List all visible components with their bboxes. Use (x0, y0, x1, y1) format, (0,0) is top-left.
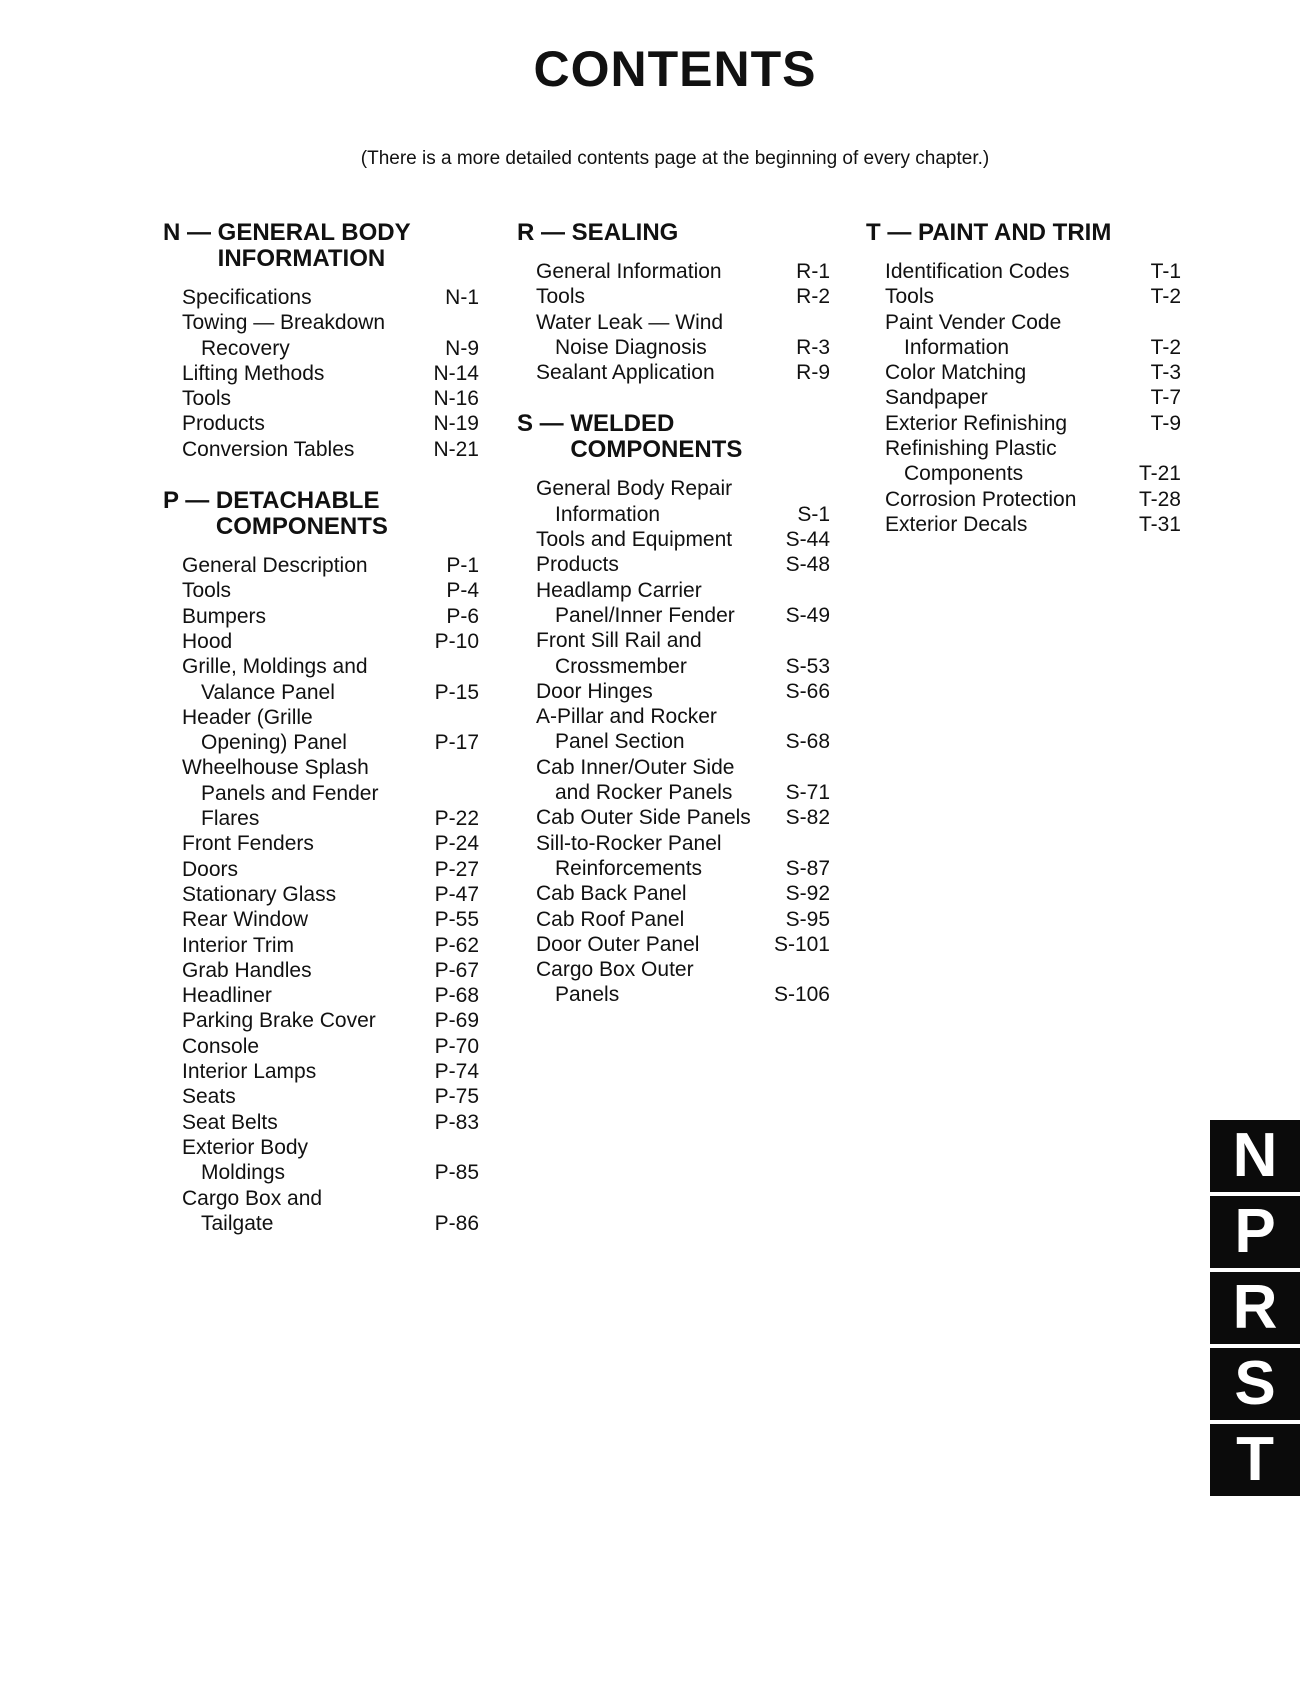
contents-entry (536, 628, 830, 679)
contents-section (866, 220, 1181, 537)
section-entries (182, 285, 479, 462)
entry-title (885, 411, 1067, 436)
entry-page-number: P-6 (446, 604, 479, 628)
entry-title (182, 578, 231, 603)
contents-entry (885, 436, 1181, 487)
section-heading-line: DETACHABLE (215, 487, 380, 515)
contents-entry (182, 361, 479, 386)
section-heading-line: WELDED (570, 410, 675, 438)
entry-title (536, 957, 694, 1008)
entry-title-line: Cab Back Panel (536, 882, 687, 906)
contents-entry (536, 907, 830, 932)
entry-title-line: Door Outer Panel (536, 932, 700, 956)
contents-entry (182, 1135, 479, 1186)
entry-title-line: Tailgate (201, 1211, 274, 1235)
entry-title (182, 755, 378, 831)
entry-title-line: Header (Grille (182, 705, 313, 729)
entry-page-number: P-17 (434, 731, 479, 755)
contents-entry (182, 285, 479, 310)
entry-title (182, 654, 368, 705)
entry-title-line: Components (904, 462, 1024, 486)
entry-title (536, 704, 717, 755)
entry-title-line: Lifting Methods (182, 361, 325, 385)
contents-entry (536, 932, 830, 957)
entry-title-line: Panel Section (555, 730, 685, 754)
entry-title-line: Panels and Fender (201, 781, 379, 805)
entry-title-line: Exterior Body (182, 1135, 309, 1159)
entry-page-number: P-47 (434, 882, 479, 906)
entry-title-line: Information (555, 502, 661, 526)
contents-entry (182, 958, 479, 983)
entry-title-line: Sealant Application (536, 361, 715, 385)
entry-title (182, 604, 266, 629)
entry-title-line: Recovery (201, 336, 290, 360)
entry-title (885, 487, 1076, 512)
section-heading (163, 220, 479, 272)
entry-title-line: Tools and Equipment (536, 528, 733, 552)
entry-page-number: P-15 (434, 680, 479, 704)
entry-title-line: Flares (201, 807, 260, 831)
section-heading (517, 220, 830, 246)
entry-title-line: Information (904, 335, 1010, 359)
entry-title (536, 805, 751, 830)
page-subtitle: (There is a more detailed contents page at the beginning of every chapter.) (360, 148, 990, 169)
section-heading-line: COMPONENTS (215, 513, 388, 541)
entry-title-line: Cargo Box and (182, 1186, 323, 1210)
contents-entry (885, 487, 1181, 512)
entry-page-number: T-21 (1138, 462, 1181, 486)
section-heading (163, 488, 479, 540)
entry-page-number: S-87 (785, 856, 830, 880)
entry-title (182, 705, 347, 756)
entry-title (182, 310, 385, 361)
entry-title (536, 679, 653, 704)
chapter-tab: R (1210, 1272, 1300, 1344)
contents-entry (885, 411, 1181, 436)
entry-title (182, 361, 324, 386)
section-heading-text (572, 220, 679, 246)
entry-page-number: N-21 (433, 437, 479, 461)
contents-entry (536, 831, 830, 882)
entry-title-line: Headlamp Carrier (536, 578, 702, 602)
entry-title-line: Panels (555, 983, 620, 1007)
contents-entry (182, 437, 479, 462)
entry-title (536, 881, 687, 906)
entry-title-line: Opening) Panel (201, 731, 347, 755)
contents-entry (536, 704, 830, 755)
contents-entry (182, 1059, 479, 1084)
entry-page-number: T-1 (1150, 260, 1181, 283)
entry-page-number: P-10 (434, 629, 479, 653)
section-heading-line: SEALING (571, 219, 679, 246)
entry-title (182, 907, 308, 932)
entry-page-number: P-70 (434, 1034, 479, 1058)
entry-title (182, 1059, 316, 1084)
entry-title (182, 983, 272, 1008)
entry-page-number: T-7 (1150, 386, 1181, 410)
entry-title-line: Tools (182, 387, 232, 411)
entry-title (182, 629, 232, 654)
contents-entry (536, 360, 830, 385)
entry-title (182, 882, 336, 907)
entry-page-number: P-24 (434, 832, 479, 856)
contents-entry (182, 1186, 479, 1237)
entry-title (182, 1008, 376, 1033)
contents-entry (536, 881, 830, 906)
entry-title-line: Tools (536, 285, 586, 309)
contents-entry (536, 527, 830, 552)
contents-entry (182, 705, 479, 756)
contents-entry (536, 679, 830, 704)
section-entries (536, 259, 830, 385)
entry-title (182, 857, 238, 882)
entry-title (536, 310, 723, 361)
entry-page-number: P-1 (446, 554, 479, 578)
entry-page-number: N-1 (445, 286, 479, 309)
entry-page-number: S-44 (785, 528, 830, 552)
contents-entry (536, 957, 830, 1008)
entry-title (182, 553, 368, 578)
entry-title-line: Cab Inner/Outer Side (536, 755, 735, 779)
entry-title (182, 1135, 308, 1186)
entry-title (536, 476, 732, 527)
entry-page-number: P-74 (434, 1060, 479, 1084)
entry-title-line: Identification Codes (885, 260, 1070, 283)
entry-title-line: Cab Outer Side Panels (536, 806, 751, 830)
entry-page-number: R-2 (796, 285, 830, 309)
contents-entry (182, 310, 479, 361)
entry-title-line: Headliner (182, 984, 272, 1008)
contents-section (517, 220, 830, 385)
entry-title (182, 1034, 259, 1059)
contents-entry (536, 259, 830, 284)
entry-page-number: P-27 (434, 857, 479, 881)
entry-title-line: Front Sill Rail and (536, 629, 702, 653)
entry-page-number: P-4 (446, 579, 479, 603)
entry-page-number: S-68 (785, 730, 830, 754)
entry-title (536, 932, 699, 957)
chapter-tab: P (1210, 1196, 1300, 1268)
entry-title-line: Specifications (182, 286, 312, 309)
section-letter: R — (517, 219, 572, 246)
entry-page-number: P-55 (434, 908, 479, 932)
contents-entry (182, 553, 479, 578)
section-heading-text (216, 488, 388, 540)
entry-page-number: R-1 (796, 260, 830, 283)
entry-title (885, 436, 1057, 487)
entry-title-line: Rear Window (182, 908, 309, 932)
entry-page-number: R-3 (796, 335, 830, 359)
entry-title (536, 552, 619, 577)
entry-title-line: Grille, Moldings and (182, 655, 368, 679)
contents-entry (182, 604, 479, 629)
entry-page-number: P-86 (434, 1211, 479, 1235)
section-heading-text (918, 220, 1111, 246)
section-entries (536, 476, 830, 1007)
entry-page-number: S-95 (785, 907, 830, 931)
entry-title-line: General Body Repair (536, 477, 733, 501)
entry-page-number: P-22 (434, 807, 479, 831)
entry-title-line: Seat Belts (182, 1110, 278, 1134)
contents-entry (536, 578, 830, 629)
section-heading-line: GENERAL BODY (217, 219, 411, 246)
contents-entry (182, 933, 479, 958)
entry-title-line: Exterior Decals (885, 512, 1028, 536)
contents-entry (182, 1110, 479, 1135)
entry-page-number: N-9 (445, 336, 479, 360)
entry-title (182, 831, 314, 856)
entry-title (885, 310, 1061, 361)
entry-page-number: N-14 (433, 361, 479, 385)
entry-title-line: Parking Brake Cover (182, 1009, 376, 1033)
contents-entry (536, 284, 830, 309)
entry-page-number: P-62 (434, 933, 479, 957)
entry-title (885, 512, 1027, 537)
entry-title (536, 755, 734, 806)
entry-page-number: S-49 (785, 603, 830, 627)
contents-section (517, 411, 830, 1007)
contents-entry (182, 983, 479, 1008)
entry-page-number: P-85 (434, 1161, 479, 1185)
entry-title (182, 411, 265, 436)
entry-page-number: P-75 (434, 1085, 479, 1109)
contents-entry (885, 385, 1181, 410)
entry-title (536, 907, 684, 932)
entry-title-line: Conversion Tables (182, 437, 355, 461)
entry-title (536, 259, 722, 284)
entry-title-line: Valance Panel (201, 680, 335, 704)
section-letter: N — (163, 219, 218, 246)
entry-title (536, 831, 722, 882)
entry-title (536, 360, 715, 385)
contents-entry (182, 386, 479, 411)
entry-title-line: Products (182, 412, 265, 436)
section-heading-line: PAINT AND TRIM (918, 219, 1112, 246)
entry-title (182, 437, 354, 462)
section-heading-line: INFORMATION (217, 245, 386, 272)
entry-title-line: Water Leak — Wind (536, 310, 724, 334)
entry-title (885, 284, 934, 309)
contents-column-3 (866, 220, 1181, 563)
section-heading-text (218, 220, 411, 272)
entry-title-line: Paint Vender Code (885, 310, 1062, 334)
entry-title-line: Products (536, 553, 619, 577)
entry-title-line: and Rocker Panels (555, 781, 733, 805)
section-entries (885, 259, 1181, 537)
entry-title (182, 386, 231, 411)
contents-entry (182, 831, 479, 856)
entry-title (182, 1186, 322, 1237)
contents-entry (182, 578, 479, 603)
chapter-index-tabs (1210, 1120, 1300, 1500)
section-heading-text (570, 411, 742, 463)
section-letter: T — (866, 219, 918, 246)
chapter-tab: S (1210, 1348, 1300, 1420)
contents-entry (182, 907, 479, 932)
entry-title-line: Cargo Box Outer (536, 958, 694, 982)
section-entries (182, 553, 479, 1236)
chapter-tab: N (1210, 1120, 1300, 1192)
entry-page-number: S-66 (785, 679, 830, 703)
entry-title-line: Color Matching (885, 361, 1027, 385)
entry-page-number: S-92 (785, 882, 830, 906)
contents-entry (182, 629, 479, 654)
contents-column-1 (163, 220, 479, 1262)
contents-entry (536, 476, 830, 527)
contents-entry (182, 1008, 479, 1033)
entry-title-line: Seats (182, 1085, 236, 1109)
entry-page-number: S-1 (797, 502, 830, 526)
entry-title-line: General Description (182, 554, 368, 578)
section-letter: P — (163, 487, 216, 515)
entry-title (182, 285, 312, 310)
section-heading (866, 220, 1181, 246)
entry-title-line: Interior Lamps (182, 1060, 317, 1084)
contents-entry (536, 310, 830, 361)
entry-title-line: Moldings (201, 1161, 286, 1185)
entry-title-line: General Information (536, 260, 722, 283)
section-heading-line: COMPONENTS (570, 436, 743, 464)
entry-title (536, 628, 702, 679)
contents-section (163, 488, 479, 1236)
entry-page-number: T-2 (1150, 335, 1181, 359)
entry-title-line: Console (182, 1034, 260, 1058)
contents-entry (182, 1034, 479, 1059)
entry-title-line: A-Pillar and Rocker (536, 705, 717, 729)
entry-title-line: Interior Trim (182, 933, 295, 957)
section-letter: S — (517, 410, 571, 438)
chapter-tab: T (1210, 1424, 1300, 1496)
entry-title-line: Panel/Inner Fender (555, 603, 735, 627)
entry-title (536, 527, 732, 552)
entry-title-line: Hood (182, 629, 233, 653)
entry-page-number: S-48 (785, 553, 830, 577)
entry-title (182, 1110, 278, 1135)
entry-title-line: Doors (182, 857, 239, 881)
entry-page-number: P-83 (434, 1110, 479, 1134)
entry-title-line: Bumpers (182, 604, 267, 628)
entry-page-number: T-9 (1150, 411, 1181, 435)
entry-title-line: Exterior Refinishing (885, 411, 1068, 435)
contents-entry (885, 310, 1181, 361)
entry-page-number: S-101 (773, 932, 830, 956)
entry-title-line: Wheelhouse Splash (182, 756, 369, 780)
entry-title-line: Door Hinges (536, 679, 653, 703)
contents-entry (182, 755, 479, 831)
entry-title-line: Stationary Glass (182, 882, 337, 906)
entry-title (182, 958, 312, 983)
entry-page-number: P-67 (434, 958, 479, 982)
contents-entry (885, 512, 1181, 537)
contents-entry (885, 360, 1181, 385)
contents-entry (182, 1084, 479, 1109)
page-title: CONTENTS (533, 41, 817, 97)
entry-page-number: T-31 (1138, 512, 1181, 536)
entry-title (885, 259, 1069, 284)
entry-title-line: Sill-to-Rocker Panel (536, 831, 722, 855)
entry-title-line: Grab Handles (182, 958, 312, 982)
contents-entry (182, 411, 479, 436)
contents-entry (536, 755, 830, 806)
contents-section (163, 220, 479, 462)
contents-entry (182, 654, 479, 705)
entry-page-number: N-19 (433, 412, 479, 436)
entry-title-line: Reinforcements (555, 856, 703, 880)
entry-title-line: Corrosion Protection (885, 487, 1077, 511)
contents-entry (885, 284, 1181, 309)
entry-page-number: R-9 (796, 361, 830, 385)
entry-title (536, 284, 585, 309)
entry-page-number: T-2 (1150, 285, 1181, 309)
entry-page-number: S-53 (785, 654, 830, 678)
contents-entry (536, 552, 830, 577)
contents-entry (536, 805, 830, 830)
entry-title-line: Sandpaper (885, 386, 988, 410)
entry-title-line: Towing — Breakdown (182, 311, 386, 335)
entry-title (182, 1084, 236, 1109)
entry-page-number: T-28 (1138, 487, 1181, 511)
entry-title (885, 385, 988, 410)
entry-title-line: Refinishing Plastic (885, 437, 1057, 461)
section-heading (517, 411, 830, 463)
entry-page-number: S-106 (773, 983, 830, 1007)
contents-entry (182, 882, 479, 907)
contents-entry (885, 259, 1181, 284)
entry-title-line: Tools (182, 579, 232, 603)
entry-title (885, 360, 1026, 385)
entry-page-number: P-69 (434, 1009, 479, 1033)
entry-title-line: Crossmember (555, 654, 687, 678)
entry-page-number: T-3 (1150, 361, 1181, 385)
entry-page-number: S-82 (785, 806, 830, 830)
entry-title-line: Front Fenders (182, 832, 314, 856)
entry-page-number: N-16 (433, 387, 479, 411)
entry-title (182, 933, 294, 958)
entry-title (536, 578, 735, 629)
entry-title-line: Tools (885, 285, 935, 309)
contents-column-2 (517, 220, 830, 1034)
entry-page-number: S-71 (785, 781, 830, 805)
entry-title-line: Cab Roof Panel (536, 907, 685, 931)
entry-title-line: Noise Diagnosis (555, 335, 707, 359)
contents-entry (182, 857, 479, 882)
entry-page-number: P-68 (434, 984, 479, 1008)
